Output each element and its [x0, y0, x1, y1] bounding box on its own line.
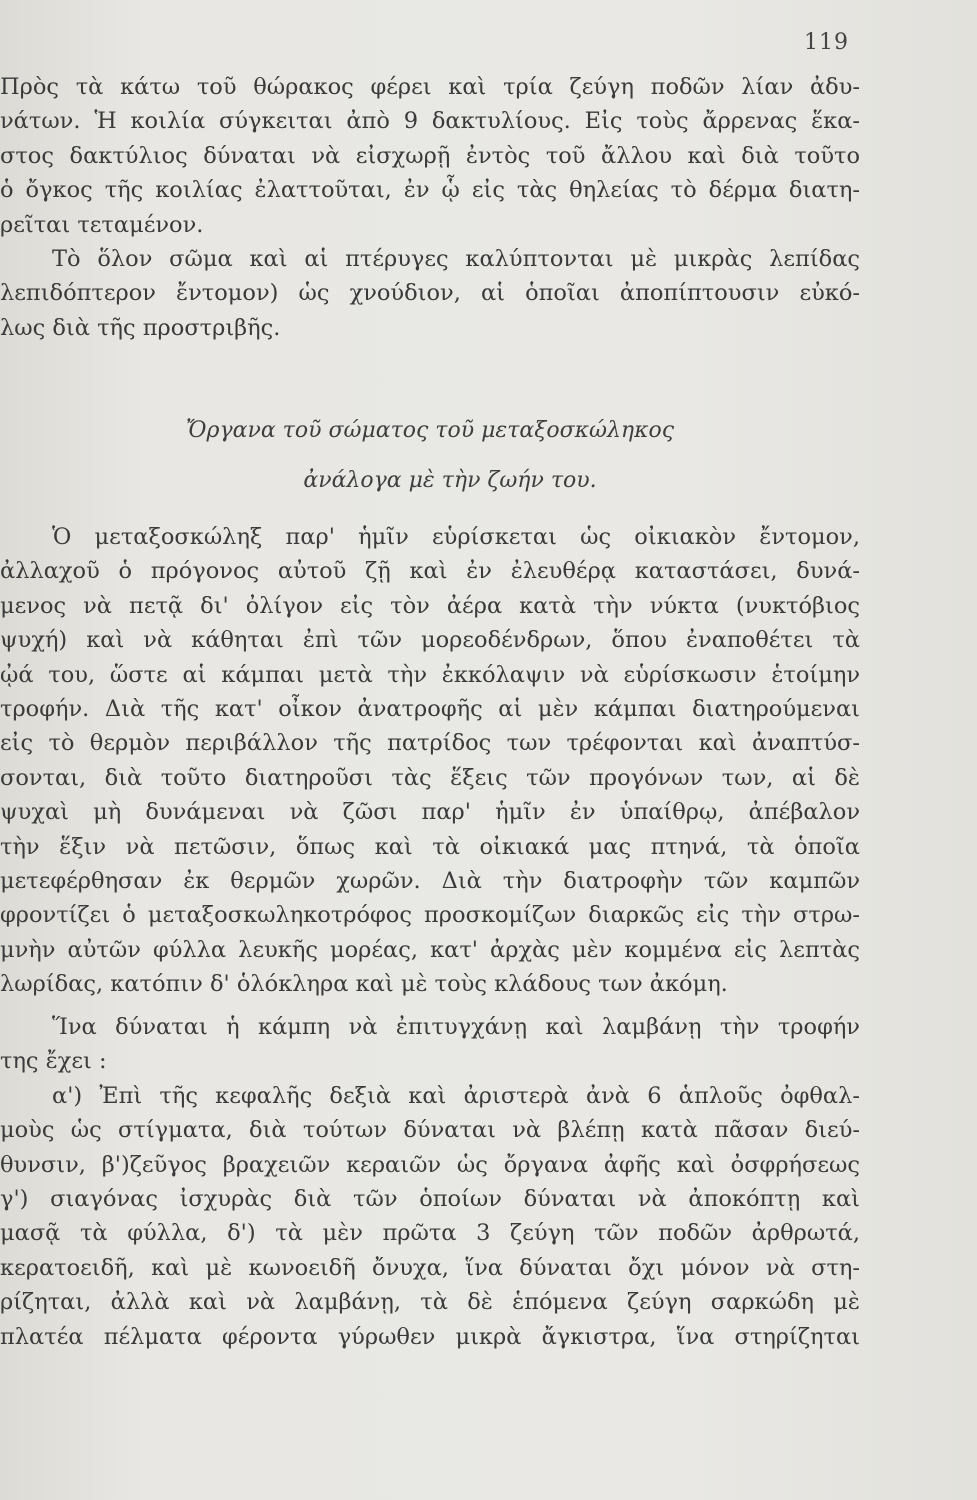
text-line: της ἔχει : — [0, 1048, 107, 1075]
text-line: λως διὰ τῆς προστριβῆς. — [0, 314, 281, 341]
text-line: ἀλλαχοῦ ὁ πρόγονος αὐτοῦ ζῇ καὶ ἐν ἐλευθέρᾳ καταστάσει, δυνά- — [0, 558, 860, 585]
text-line: ψυχαὶ μὴ δυνάμεναι νὰ ζῶσι παρ' ἡμῖν ἐν ὑπαίθρῳ, ἀπέβαλον — [0, 799, 860, 826]
paragraph-2 — [0, 520, 860, 1002]
text-line: μενος νὰ πετᾷ δι' ὀλίγον εἰς τὸν ἀέρα κατὰ τὴν νύκτα (νυκτόβιος — [0, 592, 860, 619]
text-line: Τὸ ὅλον σῶμα καὶ αἱ πτέρυγες καλύπτονται μὲ μικρὰς λεπίδας — [52, 246, 860, 273]
text-line: ρεῖται τεταμένον. — [0, 211, 204, 238]
text-line: πλατέα πέλματα φέροντα γύρωθεν μικρὰ ἄγκιστρα, ἵνα στηρίζηται — [0, 1323, 860, 1350]
text-line: φροντίζει ὁ μεταξοσκωληκοτρόφος προσκομίζων διαρκῶς εἰς τὴν στρω- — [0, 902, 860, 929]
text-line: ρίζηται, ἀλλὰ καὶ νὰ λαμβάνῃ, τὰ δὲ ἑπόμενα ζεύγη σαρκώδη μὲ — [0, 1289, 860, 1316]
text-line: νάτων. Ἡ κοιλία σύγκειται ἀπὸ 9 δακτυλίους. Εἰς τοὺς ἄρρενας ἕκα- — [0, 108, 860, 135]
paragraph-3 — [0, 1010, 860, 1354]
section-subheading: ἀνάλογα μὲ τὴν ζωήν του. — [303, 468, 597, 493]
page-number: 119 — [804, 30, 849, 55]
text-line: ᾠά του, ὥστε αἱ κάμπαι μετὰ τὴν ἐκκόλαψιν νὰ εὑρίσκωσιν ἑτοίμην — [0, 661, 860, 688]
text-line: Ἵνα δύναται ἡ κάμπη νὰ ἐπιτυγχάνῃ καὶ λαμβάνῃ τὴν τροφήν — [52, 1014, 860, 1040]
text-line: λεπιδόπτερον ἔντομον) ὡς χνούδιον, αἱ ὁποῖαι ἀποπίπτουσιν εὐκό- — [0, 280, 860, 307]
text-line: κερατοειδῆ, καὶ μὲ κωνοειδῆ ὄνυχα, ἵνα δύναται ὄχι μόνον νὰ στη- — [0, 1254, 860, 1281]
text-line: μοὺς ὡς στίγματα, διὰ τούτων δύναται νὰ βλέπῃ κατὰ πᾶσαν διεύ- — [0, 1117, 860, 1144]
text-line: σονται, διὰ τοῦτο διατηροῦσι τὰς ἕξεις τῶν προγόνων των, αἱ δὲ — [0, 764, 860, 791]
text-line: α') Ἐπὶ τῆς κεφαλῆς δεξιὰ καὶ ἀριστερὰ ἀνὰ 6 ἁπλοῦς ὀφθαλ- — [52, 1082, 860, 1109]
text-line: στος δακτύλιος δύναται νὰ εἰσχωρῇ ἐντὸς τοῦ ἄλλου καὶ διὰ τοῦτο — [0, 142, 860, 169]
text-line: μετεφέρθησαν ἐκ θερμῶν χωρῶν. Διὰ τὴν διατροφὴν τῶν καμπῶν — [0, 868, 860, 895]
text-line: θυνσιν, β')ζεῦγος βραχειῶν κεραιῶν ὡς ὄργανα ἀφῆς καὶ ὀσφρήσεως — [0, 1151, 860, 1178]
text-line: γ') σιαγόνας ἰσχυρὰς διὰ τῶν ὁποίων δύναται νὰ ἀποκόπτῃ καὶ — [0, 1186, 860, 1213]
text-line: ψυχή) καὶ νὰ κάθηται ἐπὶ τῶν μορεοδένδρων, ὅπου ἐναποθέτει τὰ — [0, 627, 860, 654]
paragraph-1 — [0, 70, 860, 345]
text-line: Πρὸς τὰ κάτω τοῦ θώρακος φέρει καὶ τρία ζεύγη ποδῶν λίαν ἀδυ- — [0, 74, 860, 100]
text-line: λωρίδας, κατόπιν δ' ὁλόκληρα καὶ μὲ τοὺς κλάδους των ἀκόμη. — [0, 971, 728, 998]
text-line: τὴν ἕξιν νὰ πετῶσιν, ὅπως καὶ τὰ οἰκιακά μας πτηνά, τὰ ὁποῖα — [0, 833, 860, 860]
text-line: μνὴν αὐτῶν φύλλα λευκῆς μορέας, κατ' ἀρχὰς μὲν κομμένα εἰς λεπτὰς — [0, 936, 860, 963]
section-heading: Ὄργανα τοῦ σώματος τοῦ μεταξοσκώληκος — [185, 418, 675, 443]
text-line: ὁ ὄγκος τῆς κοιλίας ἐλαττοῦται, ἐν ᾧ εἰς τὰς θηλείας τὸ δέρμα διατη- — [0, 177, 860, 204]
text-line: Ὁ μεταξοσκώληξ παρ' ἡμῖν εὑρίσκεται ὡς οἰκιακὸν ἔντομον, — [52, 524, 860, 550]
text-line: τροφήν. Διὰ τῆς κατ' οἶκον ἀνατροφῆς αἱ μὲν κάμπαι διατηρούμεναι — [0, 696, 860, 723]
text-line: εἰς τὸ θερμὸν περιβάλλον τῆς πατρίδος των τρέφονται καὶ ἀναπτύσ- — [0, 730, 860, 757]
text-line: μασᾷ τὰ φύλλα, δ') τὰ μὲν πρῶτα 3 ζεύγη τῶν ποδῶν ἀρθρωτά, — [0, 1220, 860, 1247]
